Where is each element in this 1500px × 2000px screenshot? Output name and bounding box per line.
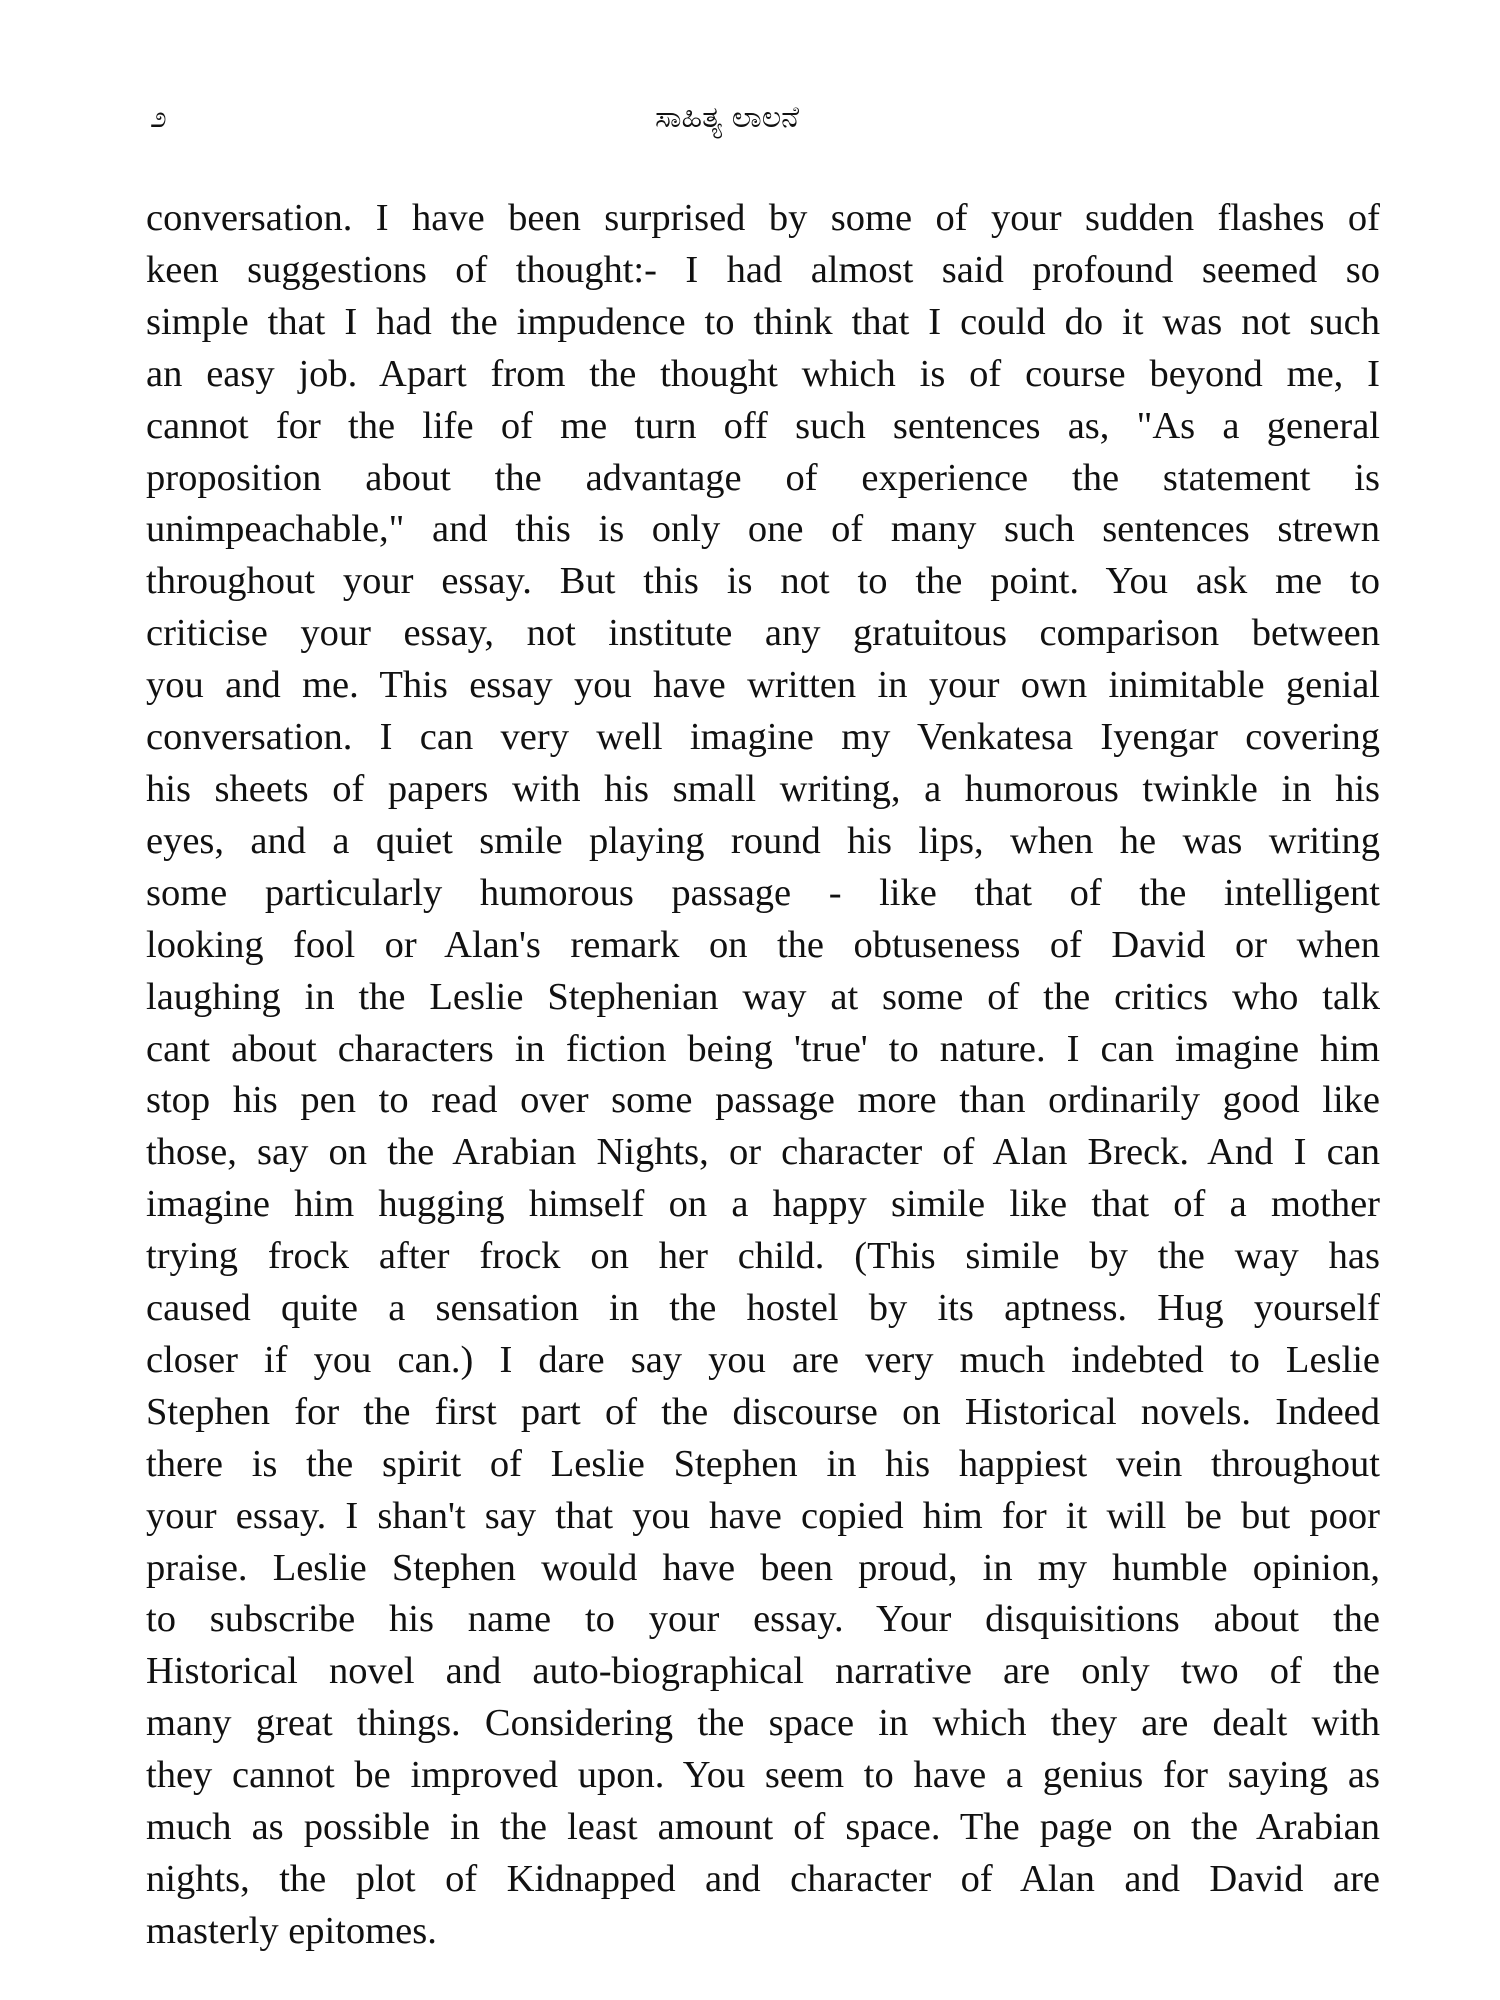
body-text	[146, 193, 1380, 1958]
text-line: praise. Leslie Stephen would have been proud, in my humble opinion,	[146, 1546, 1380, 1589]
text-line: cant about characters in fiction being 'true' to nature. I can imagine him	[146, 1027, 1380, 1070]
text-line: an easy job. Apart from the thought which is of course beyond me, I	[146, 352, 1380, 395]
text-line: Stephen for the first part of the discourse on Historical novels. Indeed	[146, 1390, 1380, 1433]
text-line: laughing in the Leslie Stephenian way at some of the critics who talk	[146, 975, 1380, 1018]
text-line: looking fool or Alan's remark on the obtuseness of David or when	[146, 923, 1380, 966]
text-line: throughout your essay. But this is not to the point. You ask me to	[146, 560, 1380, 603]
text-line: those, say on the Arabian Nights, or character of Alan Breck. And I can	[146, 1131, 1380, 1174]
text-line: eyes, and a quiet smile playing round his lips, when he was writing	[146, 819, 1380, 862]
text-line: much as possible in the least amount of space. The page on the Arabian	[146, 1806, 1380, 1849]
page-number: ೨	[150, 100, 167, 135]
text-line: Historical novel and auto-biographical narrative are only two of the	[146, 1650, 1380, 1693]
text-line: some particularly humorous passage - like that of the intelligent	[146, 871, 1380, 914]
text-line: trying frock after frock on her child. (This simile by the way has	[146, 1235, 1380, 1278]
text-line: to subscribe his name to your essay. Your disquisitions about the	[146, 1598, 1380, 1641]
text-line: they cannot be improved upon. You seem to have a genius for saying as	[146, 1754, 1380, 1797]
text-line: unimpeachable," and this is only one of many such sentences strewn	[146, 508, 1380, 551]
text-line: simple that I had the impudence to think that I could do it was not such	[146, 300, 1380, 343]
text-line: proposition about the advantage of experience the statement is	[146, 456, 1380, 499]
text-line: keen suggestions of thought:- I had almost said profound seemed so	[146, 248, 1380, 291]
text-line: closer if you can.) I dare say you are very much indebted to Leslie	[146, 1338, 1380, 1381]
text-line: criticise your essay, not institute any gratuitous comparison between	[146, 612, 1380, 655]
text-line: you and me. This essay you have written in your own inimitable genial	[146, 664, 1380, 707]
text-line: there is the spirit of Leslie Stephen in his happiest vein throughout	[146, 1442, 1380, 1485]
text-line: stop his pen to read over some passage more than ordinarily good like	[146, 1079, 1380, 1122]
text-line: masterly epitomes.	[146, 1909, 437, 1952]
text-line: your essay. I shan't say that you have copied him for it will be but poor	[146, 1494, 1380, 1537]
running-title: ಸಾಹಿತ್ಯ ಲಾಲನೆ	[655, 100, 800, 135]
text-line: nights, the plot of Kidnapped and character of Alan and David are	[146, 1858, 1380, 1900]
text-line: imagine him hugging himself on a happy simile like that of a mother	[146, 1183, 1380, 1226]
text-line: conversation. I have been surprised by some of your sudden flashes of	[146, 197, 1380, 239]
text-line: his sheets of papers with his small writing, a humorous twinkle in his	[146, 767, 1380, 810]
text-line: caused quite a sensation in the hostel by its aptness. Hug yourself	[146, 1287, 1380, 1330]
text-line: conversation. I can very well imagine my Venkatesa Iyengar covering	[146, 716, 1380, 759]
text-line: many great things. Considering the space in which they are dealt with	[146, 1702, 1380, 1745]
text-line: cannot for the life of me turn off such sentences as, "As a general	[146, 404, 1380, 447]
